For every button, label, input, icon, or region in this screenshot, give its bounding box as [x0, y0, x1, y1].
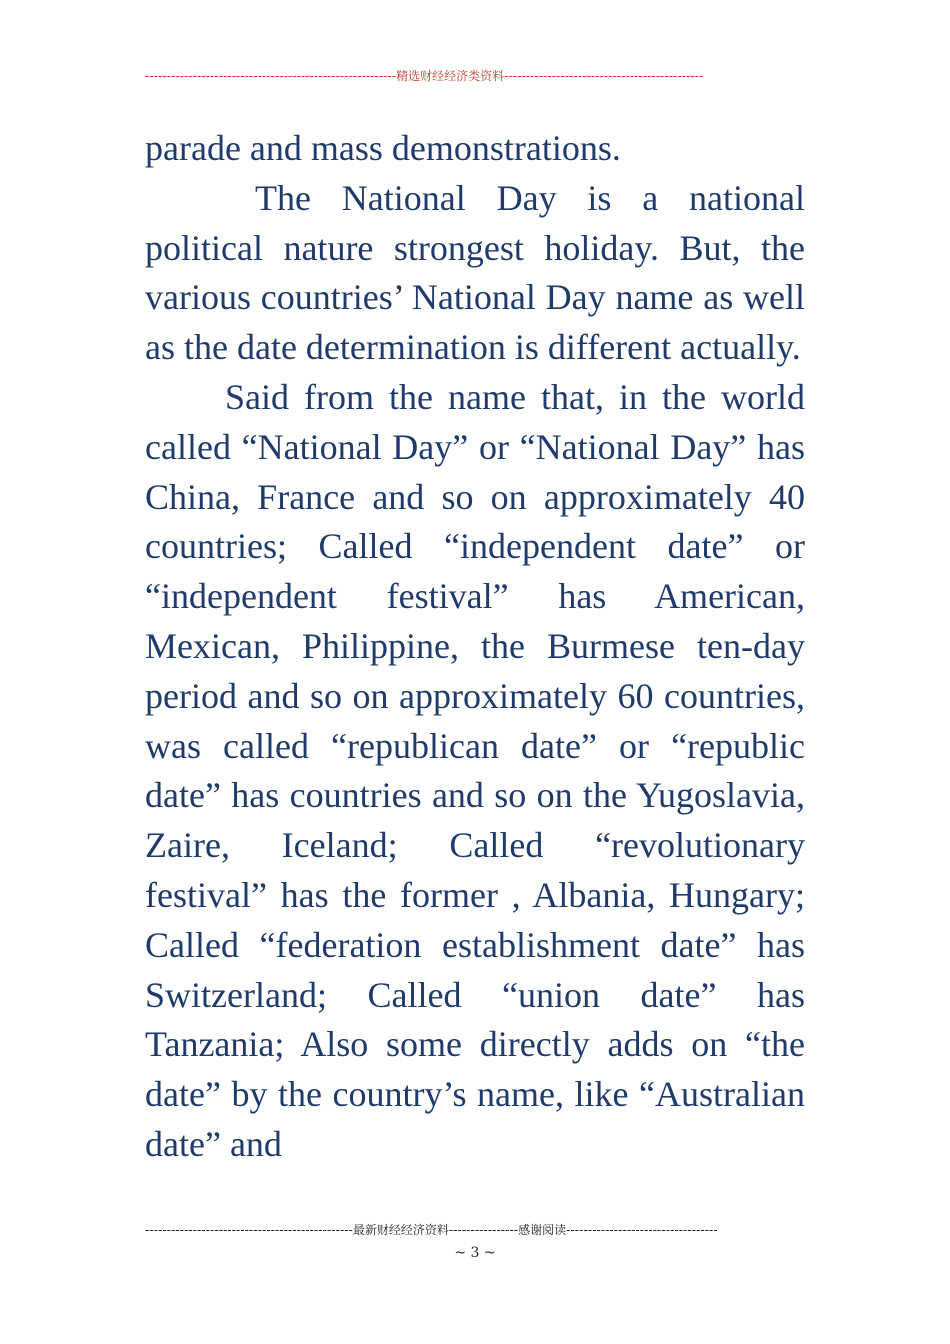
paragraph-national-day-nature: The National Day is a national political nature strongest holiday. But, the various countries’ National Day name as well as the date determination is different actually. — [145, 177, 805, 368]
page-header: ----------------------------------------------------------精选财经经济类资料---------------------------------------------- — [145, 69, 704, 83]
page-number: ~ 3 ~ — [454, 1245, 496, 1261]
document-body — [145, 124, 805, 1170]
paragraph-national-day-names: Said from the name that, in the world called “National Day” or “National Day” has China, France and so on approximately 40 countries; Called “independent date” or “independent festival” has American, Mexican, Philippine, the Burmese ten-day period and so on approximately 60 countries, was called “republican date” or “republic date” has countries and so on the Yugoslavia, Zaire, Iceland; Called “revolutionary festival” has the former , Albania, Hungary; Called “federation establishment date” has Switzerland; Called “union date” has Tanzania; Also some directly adds on “the date” by the country’s name, like “Australian date” and — [145, 376, 805, 1164]
paragraph-continuation: parade and mass demonstrations. — [145, 128, 621, 168]
page-footer: ------------------------------------------------最新财经经济资料----------------感谢阅读----------------------------------- — [145, 1223, 718, 1237]
